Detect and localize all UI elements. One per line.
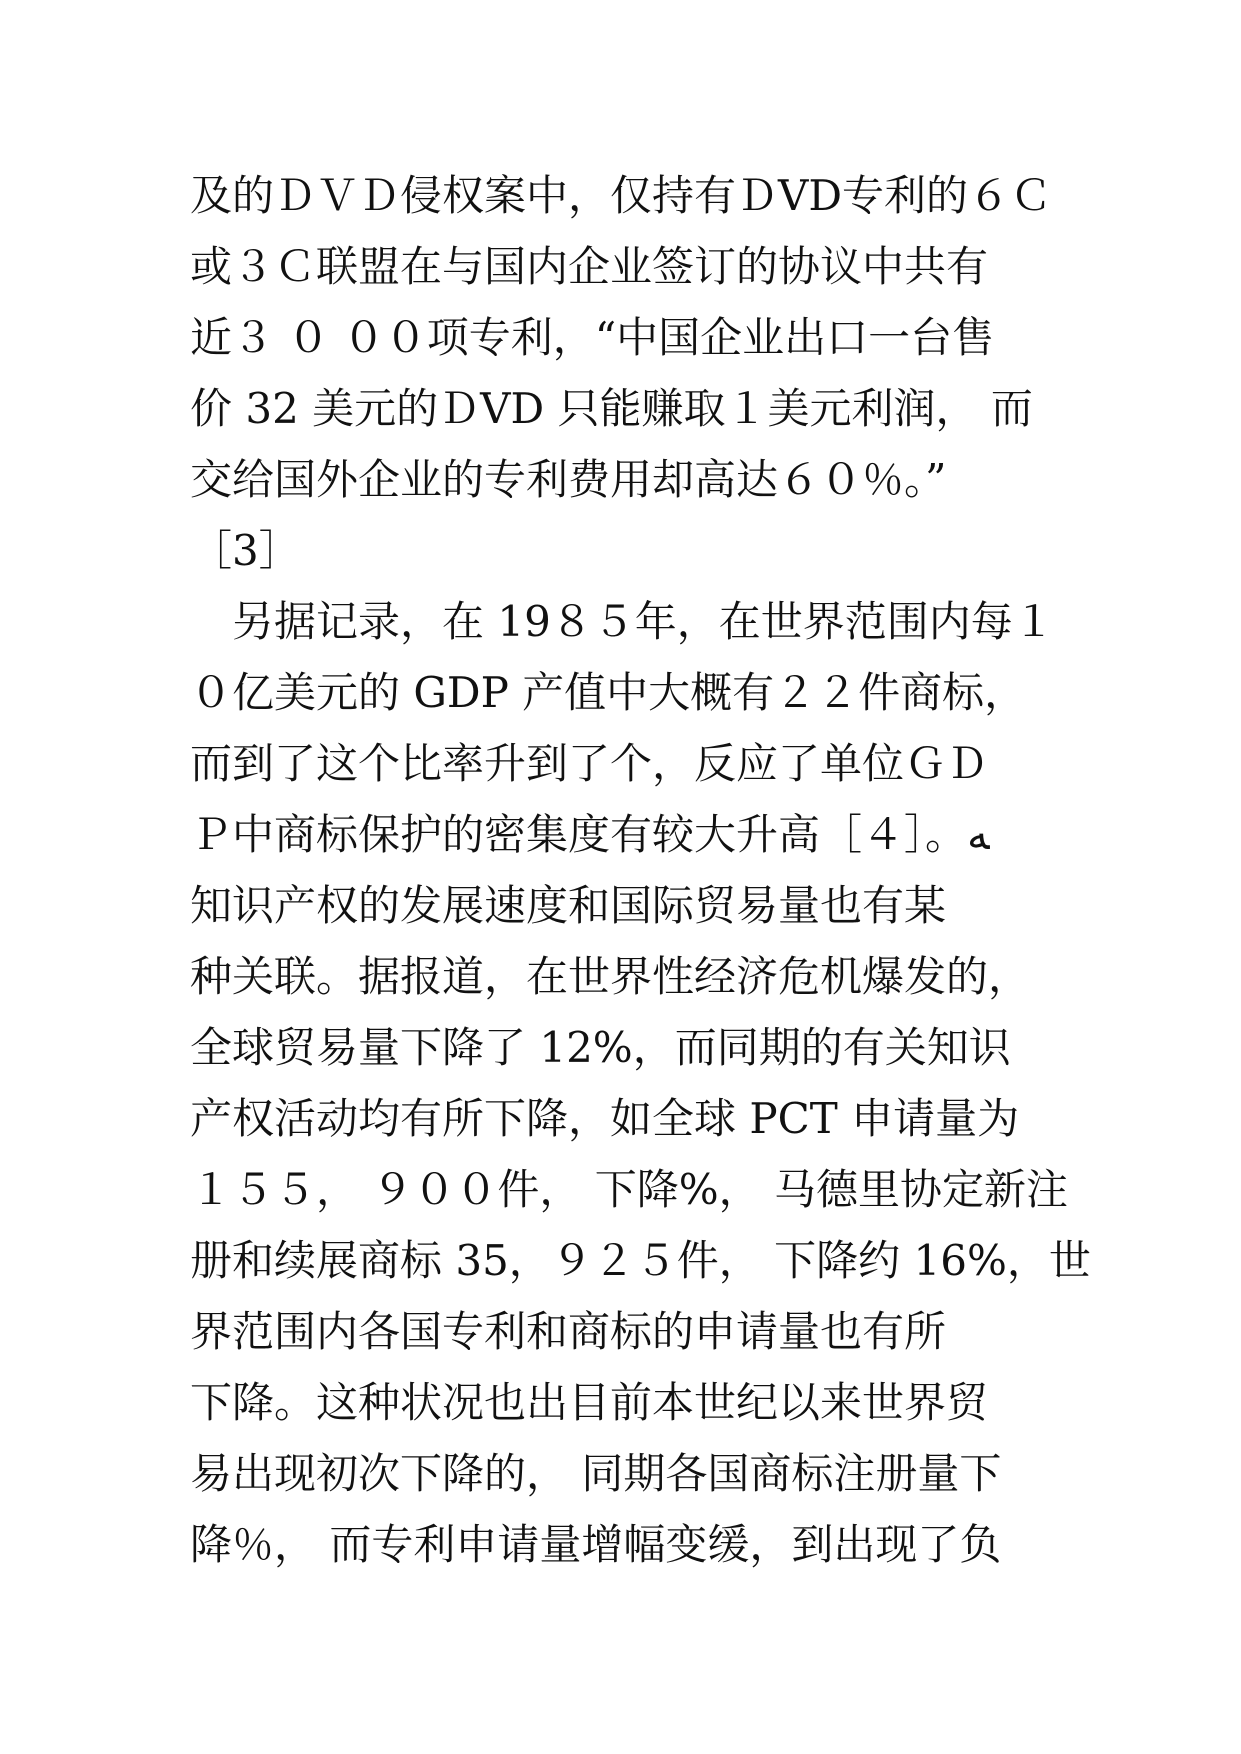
- text-line: 产权活动均有所下降，如全球 PCT 申请量为: [190, 1094, 1020, 1143]
- body-text: [190, 160, 1090, 1580]
- text-line: 及的ＤＶＤ侵权案中，仅持有ＤVD专利的６Ｃ: [190, 171, 1053, 220]
- text-line: 册和续展商标 35，９２５件， 下降约 16%，世: [190, 1236, 1091, 1285]
- text-line: 种关联。据报道，在世界性经济危机爆发的，: [190, 952, 1031, 1001]
- text-line: 近３ ０ ００项专利，“中国企业出口一台售: [190, 313, 995, 362]
- text-line: 知识产权的发展速度和国际贸易量也有某: [190, 881, 947, 930]
- text-line: １５５， ９００件， 下降%， 马德里协定新注: [190, 1165, 1068, 1214]
- text-line: 另据记录，在 19８５年，在世界范围内每１: [190, 597, 1055, 646]
- text-line: ０亿美元的 GDP 产值中大概有２２件商标，: [190, 668, 1027, 717]
- citation-line: ［3］: [190, 526, 301, 575]
- text-line: 而到了这个比率升到了个，反应了单位ＧＤ: [190, 739, 989, 788]
- text-line: 下降。这种状况也出目前本世纪以来世界贸: [190, 1378, 989, 1427]
- text-line: 降％， 而专利申请量增幅变缓，到出现了负: [190, 1520, 1002, 1569]
- text-line: 全球贸易量下降了 12%，而同期的有关知识: [190, 1023, 1011, 1072]
- text-line: 价 32 美元的ＤVD 只能赚取１美元利润， 而: [190, 384, 1033, 433]
- text-line: Ｐ中商标保护的密集度有较大升高［４］。ﻪ: [190, 810, 990, 859]
- text-line: 交给国外企业的专利费用却高达６０％。”: [190, 455, 947, 504]
- text-line: 界范围内各国专利和商标的申请量也有所: [190, 1307, 947, 1356]
- text-line: 易出现初次下降的， 同期各国商标注册量下: [190, 1449, 1002, 1498]
- text-line: 或３Ｃ联盟在与国内企业签订的协议中共有: [190, 242, 989, 291]
